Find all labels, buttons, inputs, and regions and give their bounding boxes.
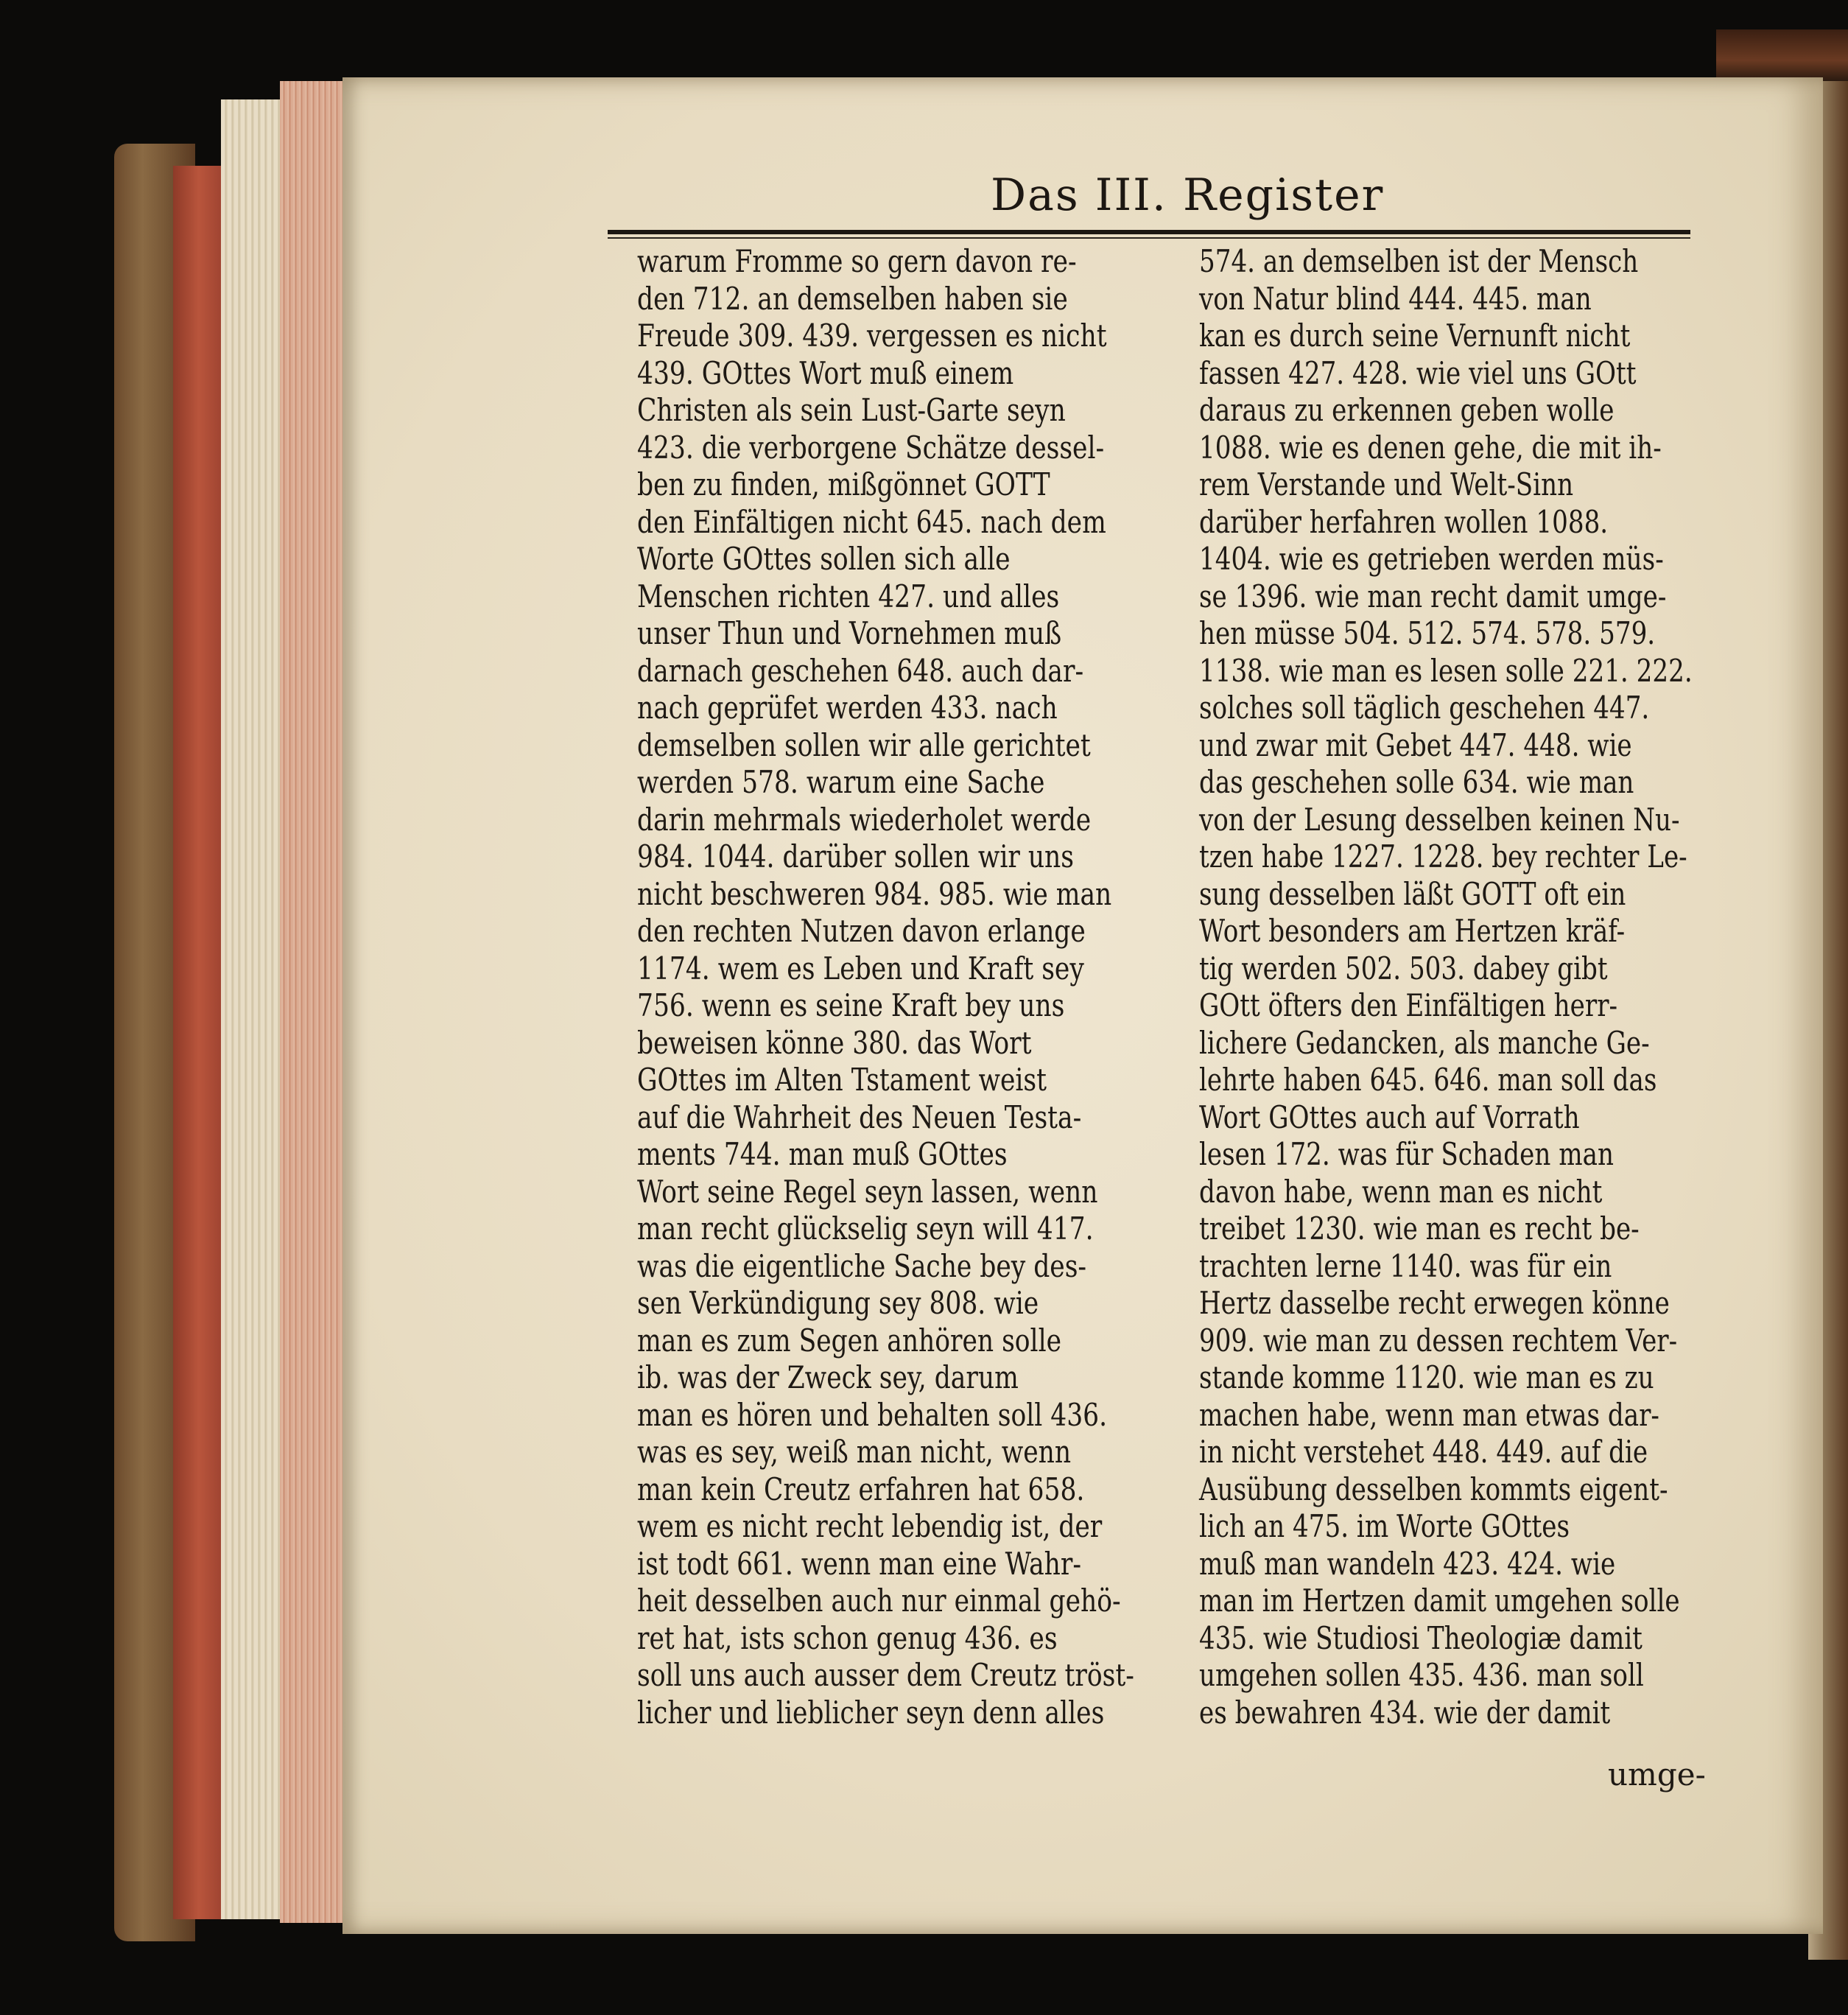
text-line: von der Lesung desselben keinen Nu- (1199, 801, 1680, 838)
text-line: Wort GOttes auch auf Vorrath (1199, 1098, 1580, 1135)
text-line: wem es nicht recht lebendig ist, der (637, 1508, 1103, 1544)
text-line: muß man wandeln 423. 424. wie (1199, 1545, 1616, 1582)
text-line: Christen als sein Lust-Garte seyn (637, 392, 1066, 428)
text-line: ret hat, ists schon genug 436. es (637, 1619, 1058, 1656)
text-line: es bewahren 434. wie der damit (1199, 1694, 1611, 1731)
text-line: demselben sollen wir alle gerichtet (637, 726, 1091, 763)
text-line: 756. wenn es seine Kraft bey uns (637, 987, 1065, 1023)
text-line: in nicht verstehet 448. 449. auf die (1199, 1434, 1648, 1470)
text-line: rem Verstande und Welt-Sinn (1199, 466, 1574, 502)
text-line: unser Thun und Vornehmen muß (637, 615, 1062, 651)
text-line: 1174. wem es Leben und Kraft sey (637, 950, 1084, 987)
text-line: hen müsse 504. 512. 574. 578. 579. (1199, 615, 1656, 651)
header-rule-thin (608, 237, 1690, 239)
text-line: Freude 309. 439. vergessen es nicht (637, 318, 1107, 354)
text-line: darin mehrmals wiederholet werde (637, 801, 1092, 838)
text-line: heit desselben auch nur einmal gehö- (637, 1583, 1121, 1619)
text-line: 909. wie man zu dessen rechtem Ver- (1199, 1322, 1678, 1359)
text-line: was die eigentliche Sache bey des- (637, 1247, 1087, 1284)
text-line: man kein Creutz erfahren hat 658. (637, 1471, 1085, 1507)
text-line: beweisen könne 380. das Wort (637, 1024, 1032, 1061)
page-header: Das III. Register (991, 169, 1385, 221)
text-line: 439. GOttes Wort muß einem (637, 354, 1014, 391)
text-line: nicht beschweren 984. 985. wie man (637, 875, 1112, 912)
page-edge-red (173, 166, 225, 1919)
text-line: den rechten Nutzen davon erlange (637, 913, 1086, 949)
text-line: ments 744. man muß GOttes (637, 1136, 1008, 1172)
text-line: werden 578. warum eine Sache (637, 764, 1045, 800)
text-line: den Einfältigen nicht 645. nach dem (637, 503, 1106, 540)
text-line: machen habe, wenn man etwas dar- (1199, 1396, 1659, 1433)
text-line: 574. an demselben ist der Mensch (1199, 243, 1639, 279)
text-line: licher und lieblicher seyn denn alles (637, 1694, 1105, 1731)
text-line: umgehen sollen 435. 436. man soll (1199, 1657, 1644, 1693)
text-line: Wort besonders am Hertzen kräf- (1199, 913, 1626, 949)
header-rule (608, 230, 1690, 234)
text-line: tig werden 502. 503. dabey gibt (1199, 950, 1608, 987)
text-line: nach geprüfet werden 433. nach (637, 690, 1058, 726)
text-line: trachten lerne 1140. was für ein (1199, 1247, 1612, 1284)
text-line: daraus zu erkennen geben wolle (1199, 392, 1615, 428)
text-line: solches soll täglich geschehen 447. (1199, 690, 1650, 726)
text-line: Hertz dasselbe recht erwegen könne (1199, 1285, 1670, 1321)
text-line: 1088. wie es denen gehe, die mit ih- (1199, 429, 1662, 466)
text-line: treibet 1230. wie man es recht be- (1199, 1210, 1640, 1247)
text-line: ben zu finden, mißgönnet GOTT (637, 466, 1050, 502)
text-line: man recht glückselig seyn will 417. (637, 1210, 1094, 1247)
text-line: davon habe, wenn man es nicht (1199, 1173, 1603, 1210)
text-line: auf die Wahrheit des Neuen Testa- (637, 1098, 1082, 1135)
catchword: umge- (1608, 1756, 1706, 1793)
text-line: lich an 475. im Worte GOttes (1199, 1508, 1570, 1544)
text-line: von Natur blind 444. 445. man (1199, 280, 1592, 317)
text-line: darüber herfahren wollen 1088. (1199, 503, 1609, 540)
text-line: sen Verkündigung sey 808. wie (637, 1285, 1039, 1321)
text-line: warum Fromme so gern davon re- (637, 243, 1077, 279)
text-line: Ausübung desselben kommts eigent- (1199, 1471, 1668, 1507)
text-line: stande komme 1120. wie man es zu (1199, 1359, 1654, 1395)
text-line: ib. was der Zweck sey, darum (637, 1359, 1019, 1395)
text-line: und zwar mit Gebet 447. 448. wie (1199, 726, 1632, 763)
right-column (1199, 243, 1806, 1731)
text-line: lichere Gedancken, als manche Ge- (1199, 1024, 1650, 1061)
text-line: man im Hertzen damit umgehen solle (1199, 1583, 1680, 1619)
text-line: kan es durch seine Vernunft nicht (1199, 318, 1631, 354)
left-column (637, 243, 1243, 1731)
text-line: das geschehen solle 634. wie man (1199, 764, 1634, 800)
text-line: soll uns auch ausser dem Creutz tröst- (637, 1657, 1134, 1693)
text-line: darnach geschehen 648. auch dar- (637, 652, 1084, 689)
text-line: 1404. wie es getrieben werden müs- (1199, 541, 1664, 577)
text-line: man es hören und behalten soll 436. (637, 1396, 1108, 1433)
text-line: GOttes im Alten Tstament weist (637, 1062, 1047, 1098)
text-line: fassen 427. 428. wie viel uns GOtt (1199, 354, 1637, 391)
book-cover-cap (1716, 29, 1848, 81)
text-line: se 1396. wie man recht damit umge- (1199, 578, 1667, 614)
text-line: Worte GOttes sollen sich alle (637, 541, 1011, 577)
text-line: 984. 1044. darüber sollen wir uns (637, 838, 1074, 875)
text-line: Wort seine Regel seyn lassen, wenn (637, 1173, 1098, 1210)
text-line: man es zum Segen anhören solle (637, 1322, 1062, 1359)
text-line: den 712. an demselben haben sie (637, 280, 1068, 317)
text-line: tzen habe 1227. 1228. bey rechter Le- (1199, 838, 1687, 875)
text-line: was es sey, weiß man nicht, wenn (637, 1434, 1072, 1470)
text-line: lesen 172. was für Schaden man (1199, 1136, 1614, 1172)
text-line: 1138. wie man es lesen solle 221. 222. (1199, 652, 1693, 689)
text-line: Menschen richten 427. und alles (637, 578, 1060, 614)
page-stack-edge (280, 81, 350, 1923)
text-line: sung desselben läßt GOTT oft ein (1199, 875, 1626, 912)
text-line: lehrte haben 645. 646. man soll das (1199, 1062, 1657, 1098)
text-line: GOtt öfters den Einfältigen herr- (1199, 987, 1618, 1023)
text-line: ist todt 661. wenn man eine Wahr- (637, 1545, 1081, 1582)
text-line: 435. wie Studiosi Theologiæ damit (1199, 1619, 1643, 1656)
text-line: 423. die verborgene Schätze dessel- (637, 429, 1105, 466)
